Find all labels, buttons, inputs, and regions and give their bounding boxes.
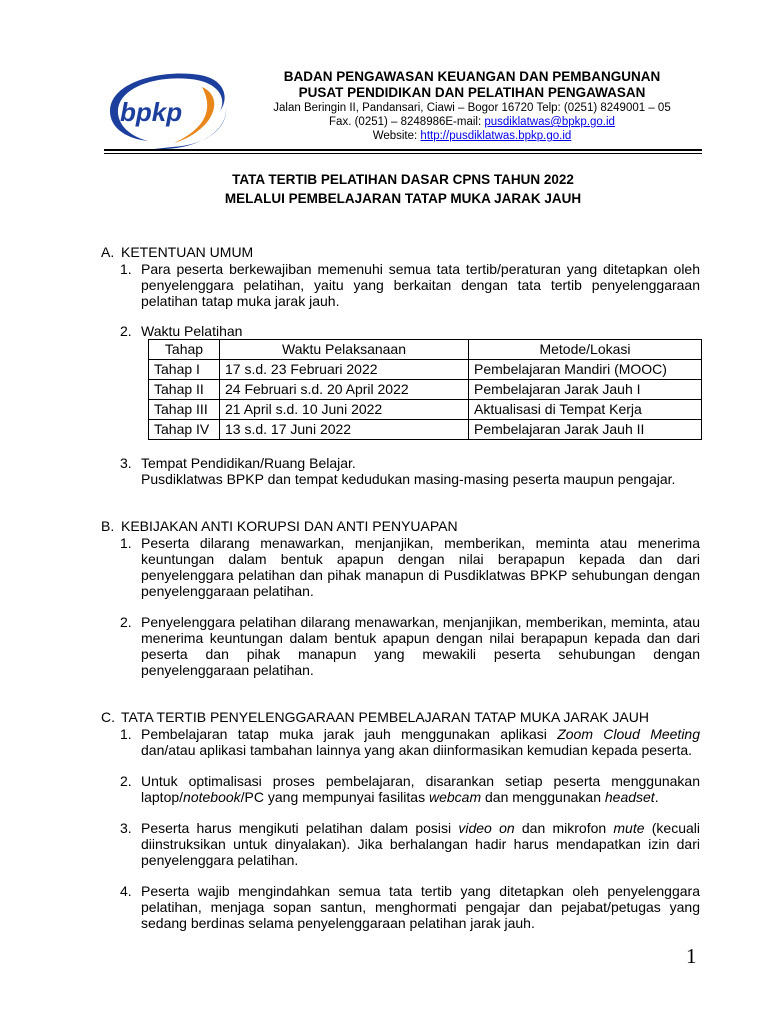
fax-email-line (262, 115, 682, 129)
fax-text: Fax. (0251) – 8248986E-mail: (329, 116, 485, 128)
item-text: Para peserta berkewajiban memenuhi semua tata tertib/peraturan yang ditetapkan oleh penyelenggara pelatihan, yaitu yang berkaitan dengan tata tertib penyelenggaraan pelatihan tatap muka jarak jauh. (141, 261, 700, 309)
list-item (120, 773, 700, 805)
title-line-2: MELALUI PEMBELAJARAN TATAP MUKA JARAK JAUH (224, 191, 582, 206)
item-text: Peserta dilarang menawarkan, menjanjikan, memberikan, meminta atau menerima keuntungan dalam bentuk apapun dengan nilai berapapun kepada dan dari penyelenggara pelatihan dan pihak manapun di Pusdiklatwas BPKP sehubungan dengan penyelenggaraan pelatihan. (141, 535, 700, 599)
table-header-row (149, 340, 702, 360)
list-item (120, 820, 700, 868)
item-number: 2. (120, 323, 132, 339)
item-number: 3. (120, 455, 132, 471)
website-line (262, 129, 682, 143)
page-number: 1 (686, 944, 697, 968)
table-row (149, 360, 702, 380)
list-item (120, 883, 700, 931)
section-letter: A. (101, 244, 115, 260)
table-row (149, 400, 702, 420)
item-number: 1. (120, 726, 132, 742)
list-item (120, 726, 700, 758)
table-cell: 21 April s.d. 10 Juni 2022 (220, 400, 469, 420)
item-text: Untuk optimalisasi proses pembelajaran, disarankan setiap peserta menggunakan laptop/notebook/PC yang mempunyai fasilitas webcam dan menggunakan headset. (141, 773, 700, 805)
list-item (120, 535, 700, 599)
item-text: Waktu Pelatihan (141, 323, 243, 339)
section-letter: B. (101, 518, 115, 534)
table-cell: 24 Februari s.d. 20 April 2022 (220, 380, 469, 400)
email-link[interactable]: pusdiklatwas@bpkp.go.id (484, 116, 615, 128)
section-letter: C. (101, 709, 115, 725)
address-line: Jalan Beringin II, Pandansari, Ciawi – Bogor 16720 Telp: (0251) 8249001 – 05 (273, 102, 671, 114)
item-text: Pembelajaran tatap muka jarak jauh menggunakan aplikasi Zoom Cloud Meeting dan/atau aplikasi tambahan lainnya yang akan diinformasikan kemudian kepada peserta. (141, 726, 701, 758)
app-name: Zoom Cloud Meeting (557, 726, 701, 742)
unit-name: PUSAT PENDIDIKAN DAN PELATIHAN PENGAWASAN (298, 85, 646, 100)
item-text: Peserta wajib mengindahkan semua tata tertib yang ditetapkan oleh penyelenggara pelatihan, menjaga sopan santun, menghormati pengajar dan pejabat/petugas yang sedang berdinas selama penyelenggaraan pelatihan jarak jauh. (141, 883, 700, 931)
item-text: Peserta harus mengikuti pelatihan dalam posisi video on dan mikrofon mute (kecuali diinstruksikan untuk dinyalakan). Jika berhalangan hadir harus mendapatkan izin dari penyelenggara pelatihan. (141, 820, 700, 868)
item-text: Tempat Pendidikan/Ruang Belajar. (141, 455, 356, 471)
table-row (149, 420, 702, 440)
list-item (120, 323, 700, 339)
item-number: 1. (120, 261, 132, 277)
section-a-heading (101, 244, 253, 260)
section-title: TATA TERTIB PENYELENGGARAAN PEMBELAJARAN TATAP MUKA JARAK JAUH (121, 709, 649, 725)
item-text: Penyelenggara pelatihan dilarang menawarkan, menjanjikan, memberikan, meminta, atau menerima keuntungan dalam bentuk apapun dengan nilai berapapun kepada dan dari peserta dan pihak manapun yang mewakili peserta sehubungan dengan penyelenggaraan pelatihan. (141, 614, 700, 678)
org-name: BADAN PENGAWASAN KEUANGAN DAN PEMBANGUNAN (283, 69, 661, 84)
header-rule-thin (104, 153, 702, 154)
document-title (104, 170, 702, 208)
table-cell: Pembelajaran Mandiri (MOOC) (469, 360, 702, 380)
table-cell: Tahap II (149, 380, 220, 400)
title-line-1: TATA TERTIB PELATIHAN DASAR CPNS TAHUN 2022 (232, 172, 574, 187)
item-number: 3. (120, 820, 132, 836)
table-cell: Pembelajaran Jarak Jauh I (469, 380, 702, 400)
list-item (120, 614, 700, 678)
section-c-heading (101, 709, 649, 725)
section-title: KETENTUAN UMUM (121, 244, 254, 260)
table-row (149, 380, 702, 400)
list-item (120, 261, 700, 309)
section-b-heading (101, 518, 458, 534)
website-link[interactable]: http://pusdiklatwas.bpkp.go.id (420, 130, 572, 142)
item-text-detail: Pusdiklatwas BPKP dan tempat kedudukan masing-masing peserta maupun pengajar. (141, 471, 676, 487)
logo-text: bpkp (120, 97, 183, 127)
item-number: 4. (120, 883, 132, 899)
column-header: Metode/Lokasi (469, 340, 702, 360)
table-cell: 17 s.d. 23 Februari 2022 (220, 360, 469, 380)
section-title: KEBIJAKAN ANTI KORUPSI DAN ANTI PENYUAPAN (121, 518, 458, 534)
table-cell: Tahap III (149, 400, 220, 420)
column-header: Waktu Pelaksanaan (220, 340, 469, 360)
item-number: 2. (120, 614, 132, 630)
table-cell: Aktualisasi di Tempat Kerja (469, 400, 702, 420)
table-cell: Pembelajaran Jarak Jauh II (469, 420, 702, 440)
table-cell: Tahap I (149, 360, 220, 380)
website-label: Website: (372, 130, 421, 142)
header-rule-thick (104, 149, 702, 151)
schedule-table (148, 339, 702, 440)
bpkp-logo (104, 67, 232, 155)
table-cell: Tahap IV (149, 420, 220, 440)
item-number: 2. (120, 773, 132, 789)
item-number: 1. (120, 535, 132, 551)
list-item (120, 455, 700, 487)
column-header: Tahap (149, 340, 220, 360)
letterhead (262, 69, 682, 143)
table-cell: 13 s.d. 17 Juni 2022 (220, 420, 469, 440)
